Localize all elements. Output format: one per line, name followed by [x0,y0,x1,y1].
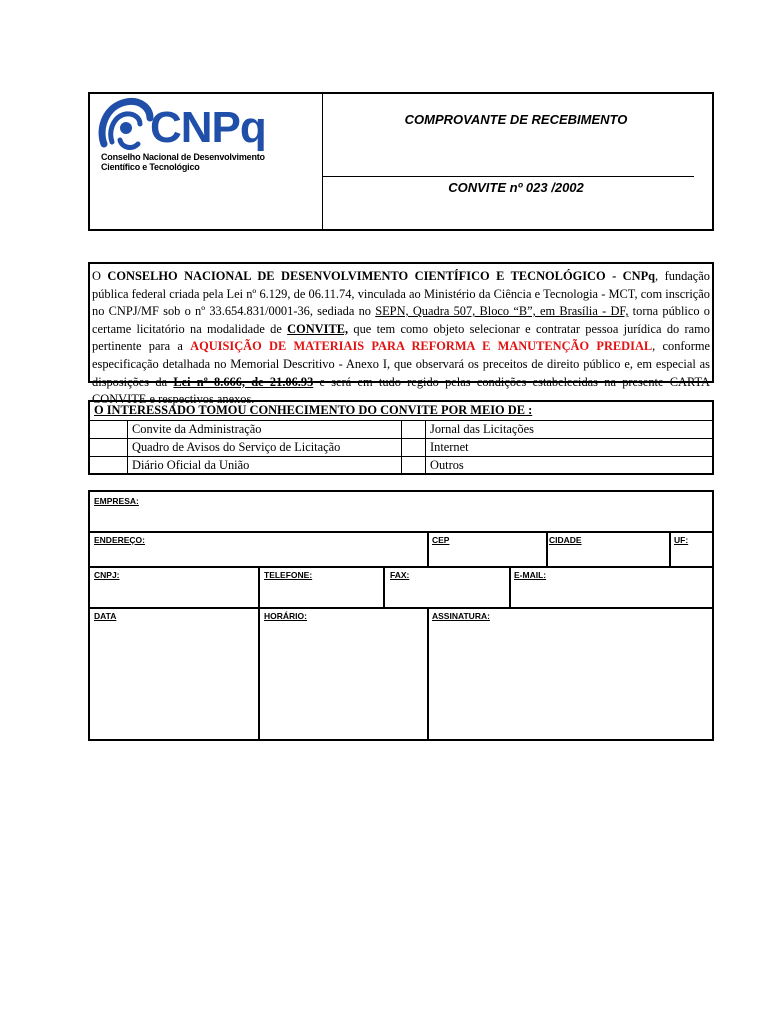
uf-field[interactable]: UF: [674,535,689,545]
address: SEPN, Quadra 507, Bloco “B”, em Brasília - DF, [375,304,629,319]
cnpq-emblem-icon [102,101,150,147]
option-label: Jornal das Licitações [430,422,534,436]
cidade-field[interactable]: CIDADE [549,535,582,545]
form-divider [383,566,385,607]
form-divider [669,531,671,566]
intro-text-5: , conforme especificação detalhada no Memorial Descritivo - Anexo I, que observará os preceitos de direito público e, em especial as disposições da [92,339,711,389]
company-form [88,490,714,741]
convite-number: CONVITE nº 023 /2002 [448,180,584,195]
intro-text-4: que tem como objeto selecionar e contratar pessoa jurídica do ramo pertinente para a [92,321,710,354]
option-label: Quadro de Avisos do Serviço de Licitação [132,440,341,454]
cell-divider [90,457,402,475]
empresa-field[interactable]: EMPRESA: [94,496,139,506]
option-label: Internet [430,440,469,454]
checkbox-internet[interactable] [402,439,426,457]
data-field[interactable]: DATA [94,611,117,621]
option-label: Convite da Administração [132,422,262,436]
cell-divider [90,421,402,439]
form-divider [427,607,429,739]
cep-field[interactable]: CEP [432,535,450,545]
option-label: Diário Oficial da União [132,458,250,472]
intro-text-1: O [92,269,108,283]
option-label: Outros [430,458,464,472]
assinatura-field[interactable]: ASSINATURA: [432,611,490,621]
interest-table [88,400,714,475]
modalidade: CONVITE, [287,321,349,336]
form-rule [90,607,712,609]
logo-text: CNPq [150,103,266,152]
org-name: CONSELHO NACIONAL DE DESENVOLVIMENTO CIENTÍFICO E TECNOLÓGICO - CNPq [107,269,656,283]
logo-subtitle [101,152,265,172]
interest-row [90,456,712,475]
telefone-field[interactable]: TELEFONE: [264,570,313,580]
horario-field[interactable]: HORÁRIO: [264,611,307,621]
cnpj-field[interactable]: CNPJ: [94,570,120,580]
form-divider [546,531,548,566]
header-box [88,92,714,231]
form-rule [90,531,712,533]
objeto-highlight: AQUISIÇÃO DE MATERIAIS PARA REFORMA E MANUTENÇÃO PREDIAL [190,339,653,354]
logo-sub-line1: Conselho Nacional de Desenvolvimento [101,152,265,162]
lei-reference: Lei nº 8.666, de 21.06.93 [173,374,314,389]
form-rule [90,566,712,568]
interest-row [90,420,712,439]
form-divider [258,607,260,739]
cell-divider [90,439,402,457]
header-rule [322,176,694,177]
form-divider [509,566,511,607]
email-field[interactable]: E-MAIL: [514,570,547,580]
checkbox-jornal-licitacoes[interactable] [402,421,426,439]
header-divider [322,94,323,229]
endereco-field[interactable]: ENDEREÇO: [94,535,146,545]
checkbox-outros[interactable] [402,457,426,475]
form-divider [258,566,260,607]
form-divider [427,531,429,566]
intro-paragraph [88,262,714,407]
document-title: COMPROVANTE DE RECEBIMENTO [404,112,628,127]
intro-text-2: , fundação pública federal criada pela Lei nº 6.129, de 06.11.74, vinculada ao Ministério da Ciência e Tecnologia - MCT, com inscrição no CNPJ/MF sob o nº 33.654.831/0001-36, sediada no [92,269,710,319]
interest-title: O INTERESSADO TOMOU CONHECIMENTO DO CONVITE POR MEIO DE : [94,403,533,417]
logo-sub-line2: Científico e Tecnológico [101,162,200,172]
fax-field[interactable]: FAX: [390,570,410,580]
interest-row [90,438,712,457]
intro-text-6: e será em tudo regido pelas condições estabelecidas na presente CARTA CONVITE e respectivos anexos. [92,374,710,407]
intro-text-3: torna público o certame licitatório na modalidade de [92,304,710,336]
